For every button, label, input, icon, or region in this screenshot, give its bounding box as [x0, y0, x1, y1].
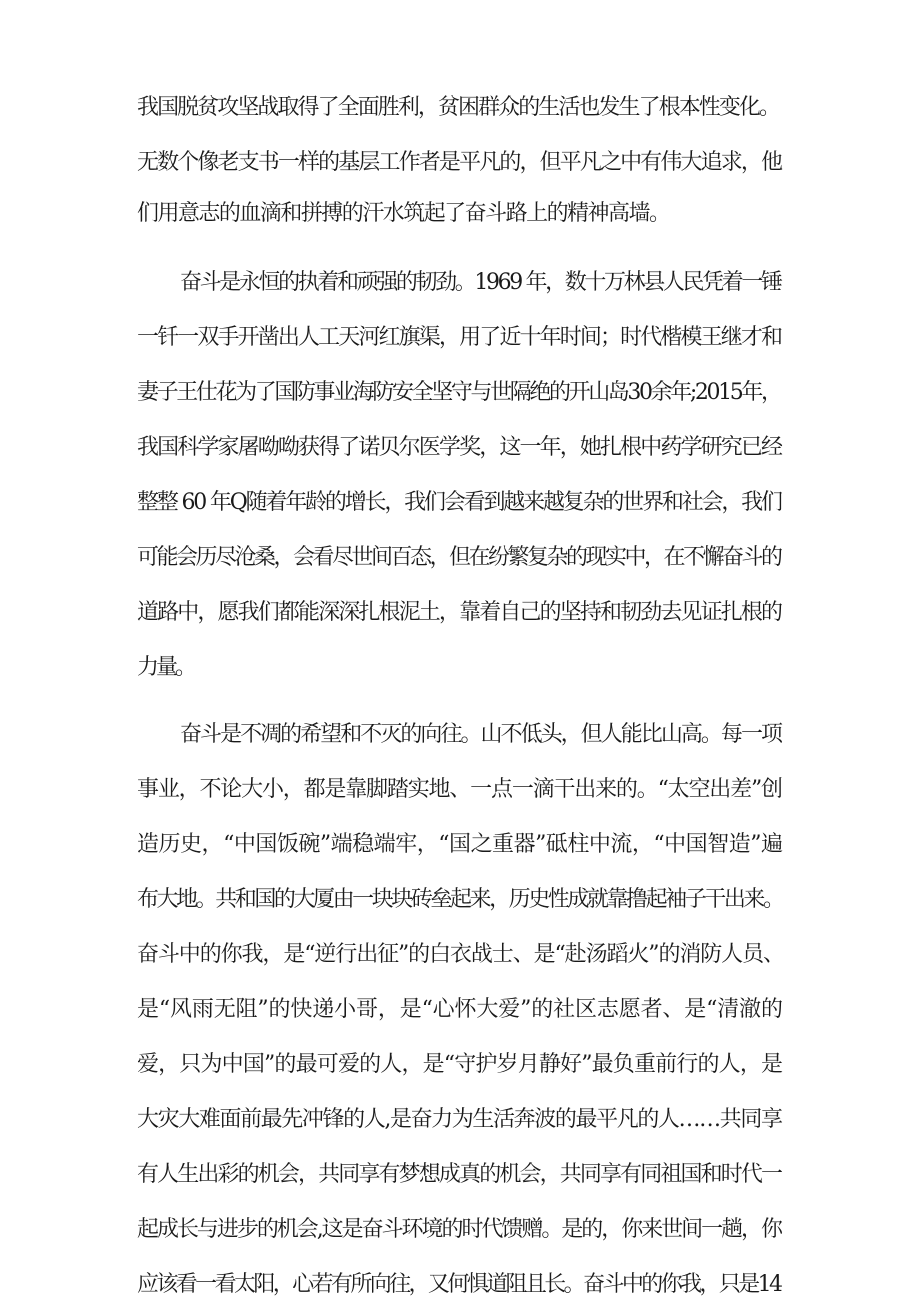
line-text: 是“风雨无阻”的快递小哥，是“心怀大爱”的社区志愿者、是“清澈的 [137, 997, 783, 1022]
line-text: 道路中，愿我们都能深深扎根泥土，靠着自己的坚持和韧劲去见证扎根的 [137, 600, 782, 625]
line-text: 无数个像老支书一样的基层工作者是平凡的，但平凡之中有伟大追求，他 [137, 150, 782, 175]
text-line [0, 715, 920, 755]
text-line [0, 770, 920, 810]
text-line [0, 373, 920, 413]
line-text: 我国科学家屠呦呦获得了诺贝尔医学奖，这一年，她扎根中药学研究已经 [137, 435, 782, 460]
text-line [0, 1265, 920, 1305]
text-line [0, 880, 920, 920]
line-text: 起成长与进步的机会,这是奋斗环境的时代馈赠。是的，你来世间一趟，你 [137, 1217, 781, 1242]
text-line [0, 935, 920, 975]
text-line [0, 648, 920, 688]
text-line [0, 428, 920, 468]
line-text: 们用意志的血滴和拼搏的汗水筑起了奋斗路上的精神高墙。 [137, 201, 670, 226]
text-line [0, 194, 920, 234]
line-text: 布大地。共和国的大厦由一块块砖垒起来，历史性成就靠撸起袖子干出来。 [137, 887, 783, 912]
text-line [0, 538, 920, 578]
line-text: 大灾大难面前最先冲锋的人,是奋力为生活奔波的最平凡的人……共同享 [137, 1107, 782, 1132]
text-line [0, 318, 920, 358]
line-text: 事业，不论大小，都是靠脚踏实地、一点一滴干出来的。“太空出差”创 [137, 777, 782, 802]
text-line [0, 1155, 920, 1195]
line-text: 可能会历尽沧桑，会看尽世间百态，但在纷繁复杂的现实中，在不懈奋斗的 [137, 545, 781, 570]
text-line [0, 825, 920, 865]
text-line [0, 143, 920, 183]
line-text: 整整 60 年Q随着年龄的增长，我们会看到越来越复杂的世界和社会，我们 [137, 490, 781, 515]
line-text: 有人生出彩的机会，共同享有梦想成真的机会，共同享有同祖国和时代一 [137, 1162, 782, 1187]
text-line [0, 593, 920, 633]
text-line [0, 1100, 920, 1140]
line-text: 奋斗中的你我，是“逆行出征”的白衣战士、是“赴汤蹈火”的消防人员、 [137, 942, 784, 967]
line-text: 妻子王仕花为了国防事业海防安全坚守与世隔绝的开山岛30余年;2015年， [137, 380, 781, 405]
line-text: 力量。 [137, 655, 194, 680]
text-line [0, 263, 920, 303]
line-text: 造历史，“中国饭碗”端稳端牢，“国之重器”砥柱中流，“中国智造”遍 [137, 832, 783, 857]
text-line [0, 88, 920, 128]
line-text: 爱，只为中国”的最可爱的人，是“守护岁月静好”最负重前行的人，是 [137, 1052, 783, 1077]
line-text: 我国脱贫攻坚战取得了全面胜利，贫困群众的生活也发生了根本性变化。 [137, 95, 780, 120]
text-line [0, 990, 920, 1030]
line-text: 奋斗是不凋的希望和不灭的向往。山不低头，但人能比山高。每一项 [180, 722, 782, 747]
line-text: 奋斗是永恒的执着和顽强的韧劲。1969 年，数十万林县人民凭着一锤 [180, 270, 781, 295]
text-line [0, 1210, 920, 1250]
text-line [0, 1045, 920, 1085]
line-text: 应该看一看太阳，心若有所向往，又何惧道阻且长。奋斗中的你我，只是14 [137, 1272, 781, 1297]
line-text: 一钎一双手开凿出人工天河红旗渠，用了近十年时间；时代楷模王继才和 [137, 325, 782, 350]
text-line [0, 483, 920, 523]
